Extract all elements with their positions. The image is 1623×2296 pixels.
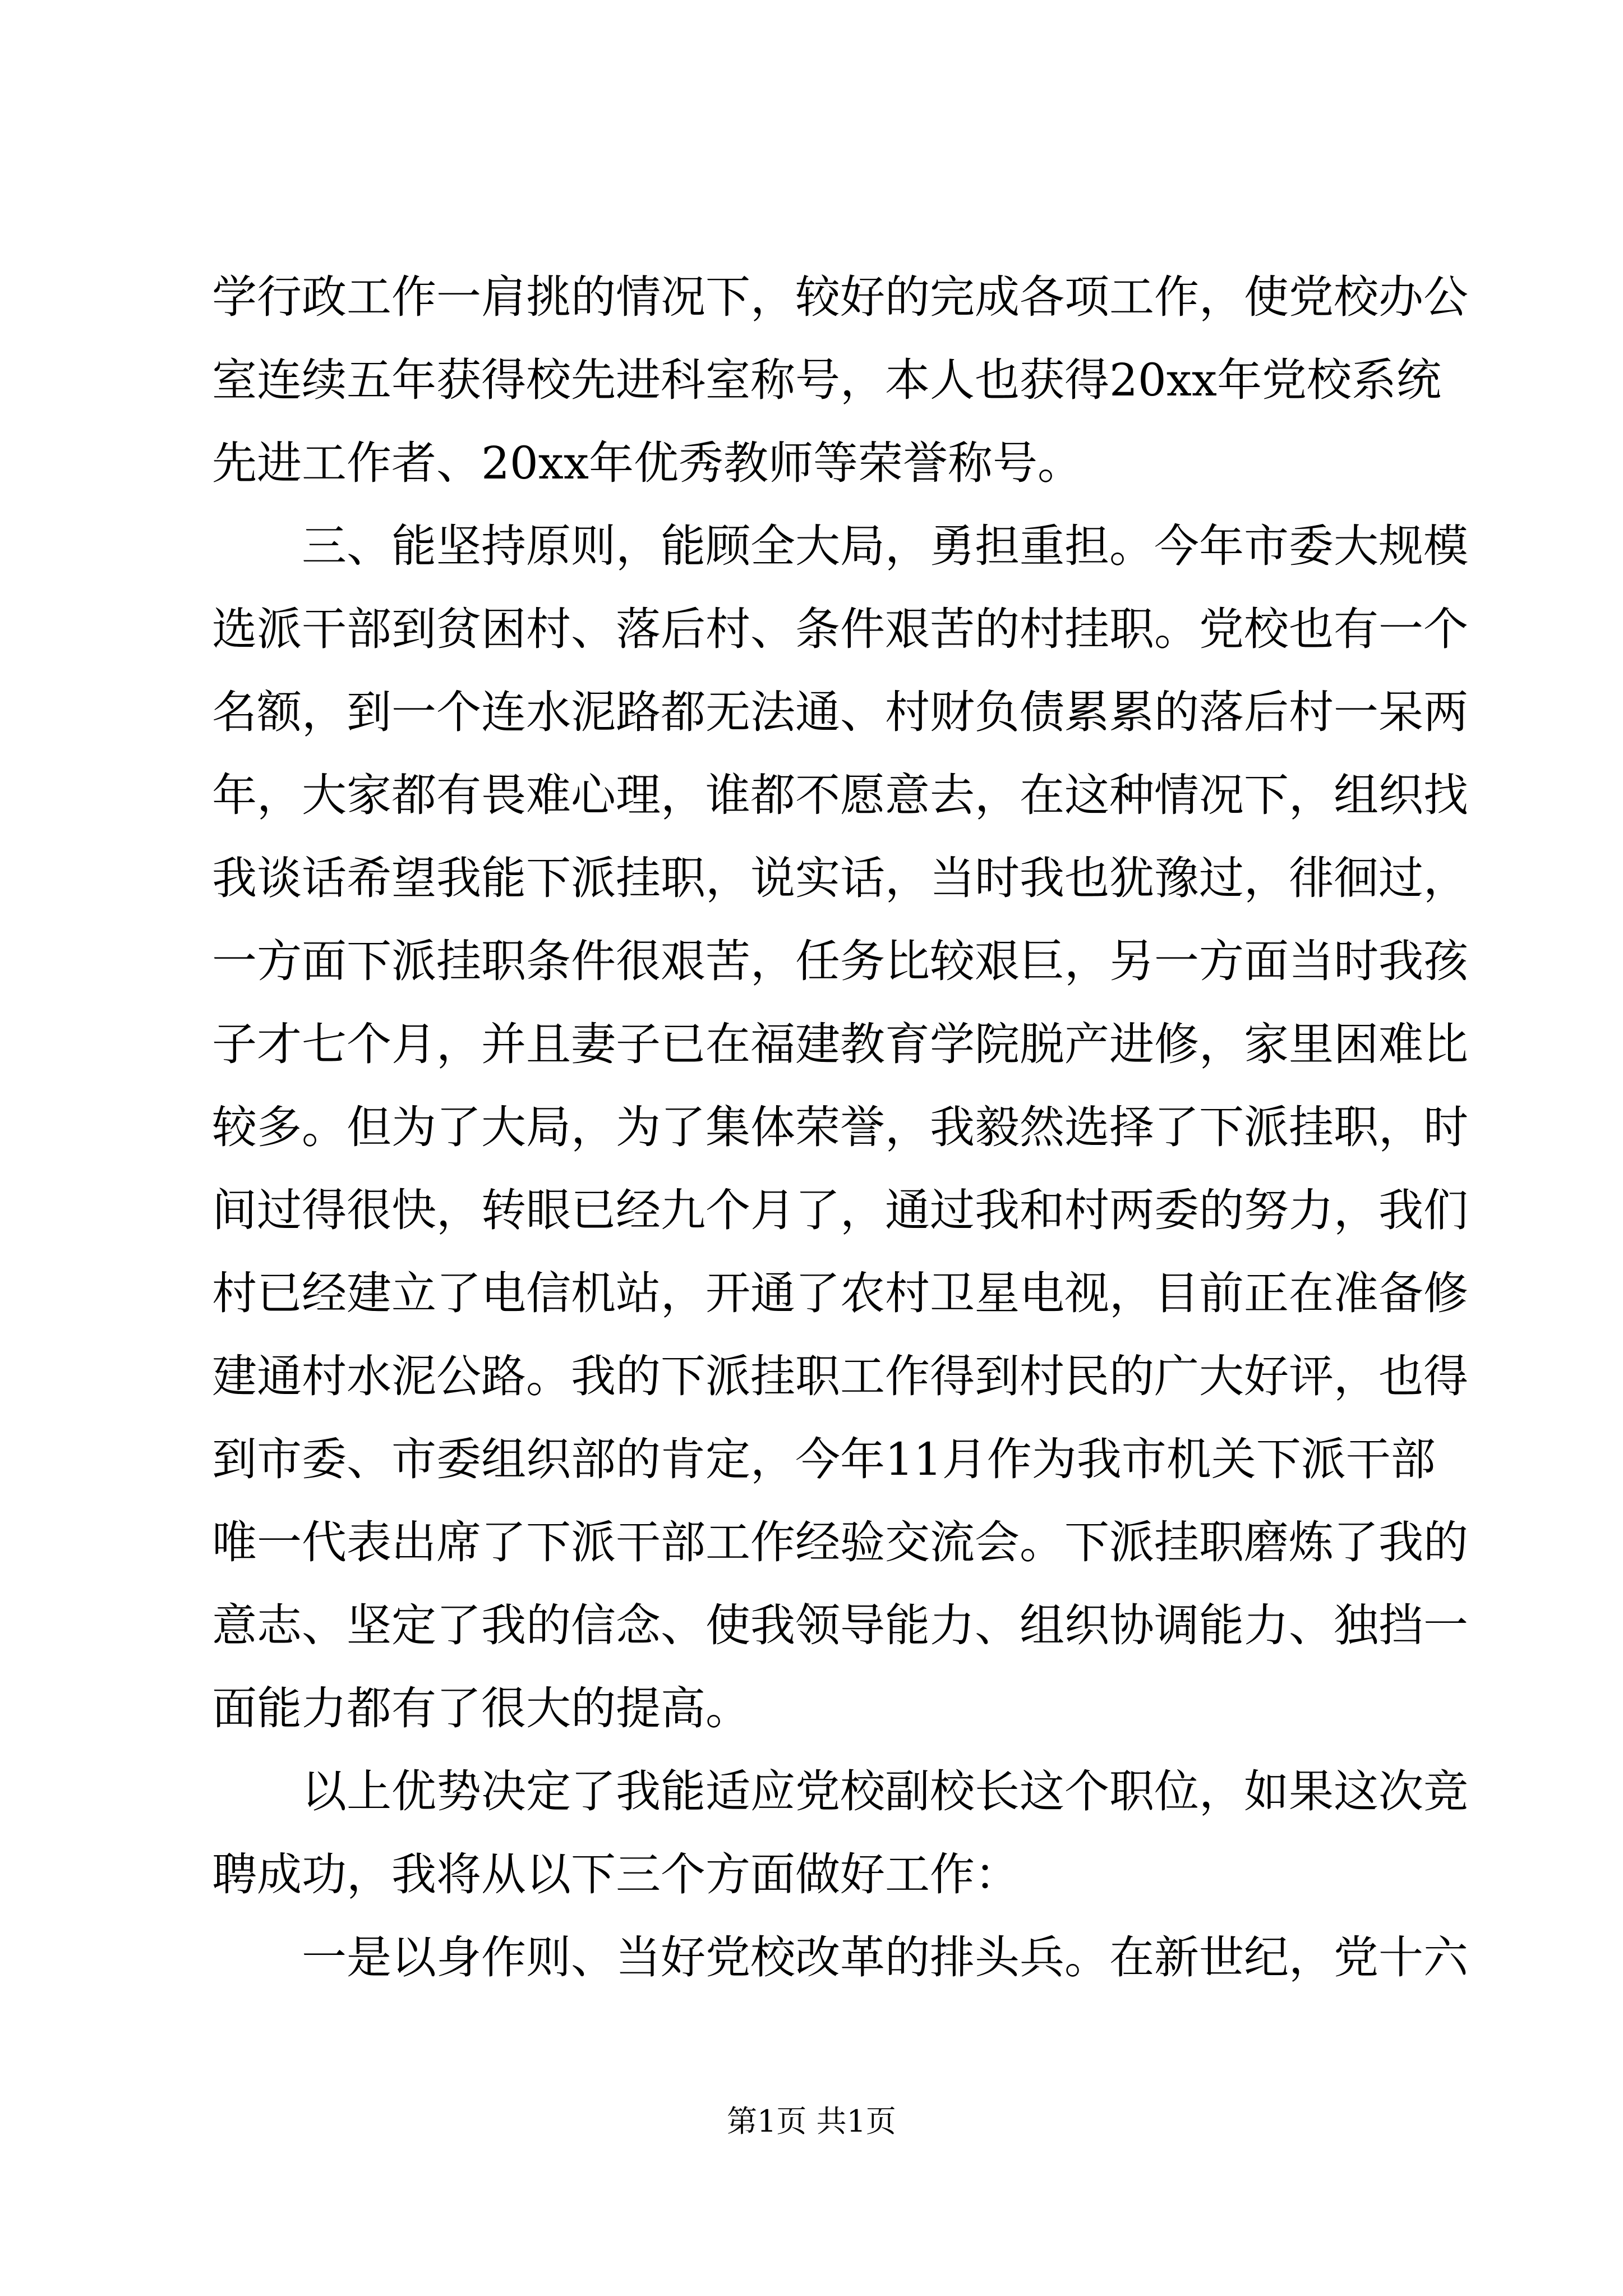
text-line-15: 到市委、市委组织部的肯定，今年11月作为我市机关下派干部 (212, 1433, 1436, 1485)
page-footer: 第1页 共1页 (727, 2104, 896, 2139)
text-line-7: 年，大家都有畏难心理，谁都不愿意去，在这种情况下，组织找 (212, 769, 1468, 821)
text-line-1: 学行政工作一肩挑的情况下，较好的完成各项工作，使党校办公 (212, 271, 1468, 323)
text-line-12: 间过得很快，转眼已经九个月了，通过我和村两委的努力，我们 (212, 1184, 1468, 1236)
text-line-3: 先进工作者、20xx年优秀教师等荣誉称号。 (212, 437, 1083, 489)
text-line-10: 子才七个月，并且妻子已在福建教育学院脱产进修，家里困难比 (212, 1018, 1468, 1070)
text-line-4: 三、能坚持原则，能顾全大局，勇担重担。今年市委大规模 (302, 520, 1468, 572)
text-line-6: 名额，到一个连水泥路都无法通、村财负债累累的落后村一呆两 (212, 686, 1468, 738)
text-line-14: 建通村水泥公路。我的下派挂职工作得到村民的广大好评，也得 (212, 1350, 1468, 1402)
text-line-13: 村已经建立了电信机站，开通了农村卫星电视，目前正在准备修 (212, 1267, 1468, 1319)
text-line-2: 室连续五年获得校先进科室称号，本人也获得20xx年党校系统 (212, 354, 1442, 406)
text-line-20: 聘成功，我将从以下三个方面做好工作： (212, 1848, 1020, 1901)
text-line-9: 一方面下派挂职条件很艰苦，任务比较艰巨，另一方面当时我孩 (212, 935, 1468, 987)
text-line-16: 唯一代表出席了下派干部工作经验交流会。下派挂职磨炼了我的 (212, 1516, 1468, 1568)
text-line-19: 以上优势决定了我能适应党校副校长这个职位，如果这次竞 (302, 1765, 1468, 1818)
text-line-8: 我谈话希望我能下派挂职，说实话，当时我也犹豫过，徘徊过， (212, 852, 1468, 904)
text-line-17: 意志、坚定了我的信念、使我领导能力、组织协调能力、独挡一 (212, 1599, 1468, 1651)
text-line-5: 选派干部到贫困村、落后村、条件艰苦的村挂职。党校也有一个 (212, 603, 1468, 655)
text-line-11: 较多。但为了大局，为了集体荣誉，我毅然选择了下派挂职，时 (212, 1101, 1468, 1153)
text-line-21: 一是以身作则、当好党校改革的排头兵。在新世纪，党十六 (302, 1931, 1468, 1984)
text-line-18: 面能力都有了很大的提高。 (212, 1682, 750, 1734)
